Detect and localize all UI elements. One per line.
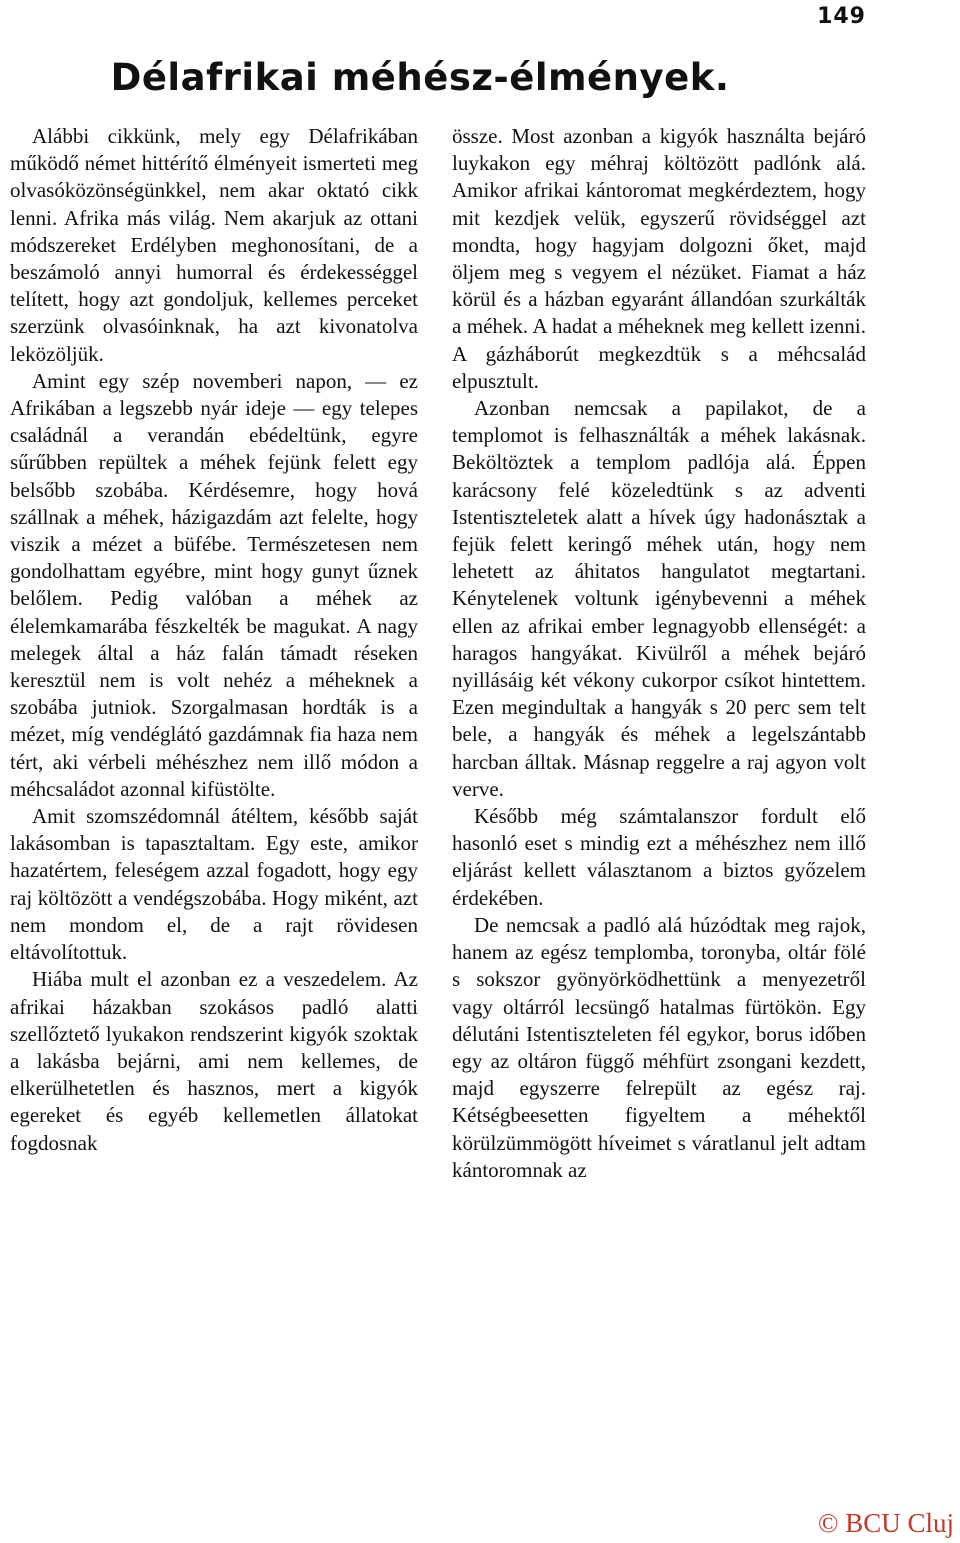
paragraph: De nemcsak a padló alá húzódtak meg rajok, hanem az egész templomba, toronyba, oltár fölé s sokszor gyönyörködhettünk a menyezetről vagy oltárról lecsüngő hatalmas fürtökön. Egy délutáni Istentiszteleten fél egykor, borus időben egy az oltáron függő méhfürt zsongani kezdett, majd egyszerre felrepült az egész raj. Kétségbeesetten figyeltem a méhektől körülzümmögött híveimet s váratlanul jelt adtam kántoromnak az bbox=[452, 912, 866, 1182]
paragraph-continued: össze. Most azonban a kigyók használta bejáró luykakon egy méhraj költözött padlónk alá. Amikor afrikai kántoromat megkérdeztem, hogy mit kezdjek velük, egyszerű rövidséggel azt mondta, hogy hagyjam dolgozni őket, majd öljem meg s vegyem el nézüket. Fiamat a ház körül és a házban egyaránt állandóan szurkálták a méhek. A hadat a méheknek meg kellett izenni. A gázháborút megkezdtük s a méhcsalád elpusztult. bbox=[452, 124, 866, 393]
paragraph: Hiába mult el azonban ez a veszedelem. Az afrikai házakban szokásos padló alatti szellőztető lyukakon rendszerint kigyók szoktak a lakásba bejárni, ami nem kellemes, de elkerülhetetlen és hasznos, mert a kigyók egereket és egyéb kellemetlen állatokat fogdosnak bbox=[10, 967, 418, 1155]
paragraph: Később még számtalanszor fordult elő hasonló eset s mindig ezt a méhészhez nem illő eljárást kellett választanom a biztos győzelem érdekében. bbox=[452, 804, 866, 910]
paragraph: Azonban nemcsak a papilakot, de a templomot is felhasználták a méhek lakásnak. Beköltöztek a templom padlója alá. Éppen karácsony felé közeledtünk s az adventi Istentiszteletek alatt a hívek úgy hadonásztak a fejük felett keringő méhek után, hogy nem lehetett az áhitatos hangulatot megtartani. Kénytelenek voltunk igénybevenni a méhek ellen az afrikai ember legnagyobb ellenségét: a haragos hangyákat. Kivülről a méhek bejáró nyillásáig két vékony cukorpor csíkot hintettem. Ezen megindultak a hangyák s 20 perc sem telt bele, a hangyák és méhek a legelszántabb harcban álltak. Másnap reggelre a raj agyon volt verve. bbox=[452, 396, 866, 801]
paragraph: Amit szomszédomnál átéltem, később saját lakásomban is tapasztaltam. Egy este, amikor hazatértem, feleségem azzal fogadott, hogy egy raj költözött a vendégszobába. Hogy miként, azt nem mondom el, de a rajt rövidesen eltávolítottuk. bbox=[10, 804, 418, 965]
article-title: Délafrikai méhész-élmények. bbox=[110, 56, 730, 99]
paragraph: Alábbi cikkünk, mely egy Délafrikában működő német hittérítő élményeit ismerteti meg olvasóközönségünkkel, nem akar oktató cikk lenni. Afrika más világ. Nem akarjuk az ottani módszereket Erdélyben meghonosítani, de a beszámoló annyi humorral és érdekességgel telített, hogy azt gondoljuk, kellemes perceket szerzünk olvasóinknak, ha azt kivonatolva leközöljük. bbox=[10, 124, 418, 366]
page-number: 149 bbox=[817, 4, 866, 29]
right-column bbox=[452, 123, 866, 1184]
paragraph: Amint egy szép novemberi napon, — ez Afrikában a legszebb nyár ideje — egy telepes családnál a verandán ebédeltünk, egyre sűrűbben repültek a méhek fejünk felett egy belsőbb szobába. Kérdésemre, hogy hová szállnak a méhek, házigazdám azt felelte, hogy viszik a mézet a büfébe. Természetesen nem gondolhattam egyébre, mint hogy gunyt űznek belőlem. Pedig valóban a méhek az élelemkamarába fészkelték be magukat. A nagy melegek által a ház falán támadt réseken keresztül nem is volt nehéz a méheknek a szobába jutniok. Szorgalmasan hordták is a mézet, míg vendéglátó gazdámnak fia haza nem tért, aki vérbeli méhészhez nem illő módon a méhcsaládot azonnal kifüstölte. bbox=[10, 368, 418, 801]
left-column bbox=[10, 123, 418, 1157]
library-watermark: © BCU Cluj bbox=[817, 1508, 954, 1538]
